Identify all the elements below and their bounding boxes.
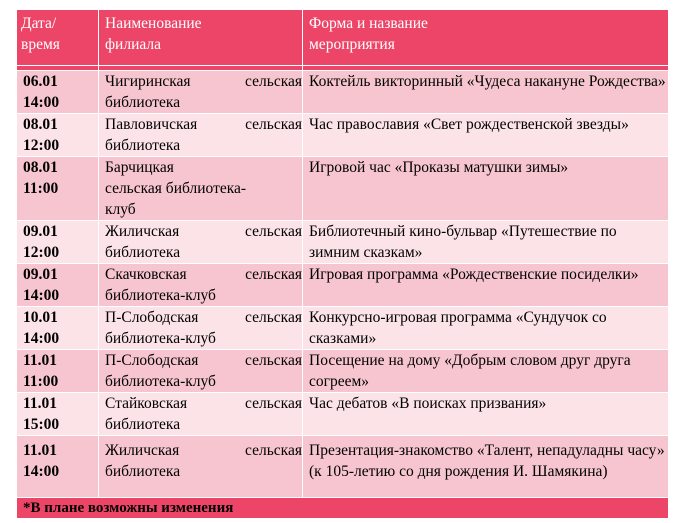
row-event: Библиотечный кино-бульвар «Путешествие по зимним сказкам»: [303, 221, 669, 264]
row-date: 11.01 14:00: [17, 436, 99, 498]
row-event: Посещение на дому «Добрым словом друг друга согреем»: [303, 350, 669, 393]
row-date: 09.01 12:00: [17, 221, 99, 264]
row-branch: Жиличская сельская библиотека: [99, 221, 303, 264]
table-row: [17, 307, 669, 350]
row-event: Игровой час «Проказы матушки зимы»: [303, 157, 669, 221]
row-date: 10.01 14:00: [17, 307, 99, 350]
table-row: [17, 221, 669, 264]
table-row: [17, 393, 669, 436]
footer-note: *В плане возможны изменения: [17, 498, 669, 519]
table-footer: [17, 498, 669, 519]
row-date: 11.01 15:00: [17, 393, 99, 436]
row-branch: Жиличская сельская библиотека: [99, 436, 303, 498]
row-event: Игровая программа «Рождественские посиделки»: [303, 264, 669, 307]
events-table: [16, 9, 669, 519]
header-event: Форма и название мероприятия: [303, 10, 669, 66]
table-row: [17, 114, 669, 157]
row-event: Презентация-знакомство «Талент, непадуладны часу» (к 105-летию со дня рождения И. Шамякина): [303, 436, 669, 498]
header-date: Дата/ время: [17, 10, 99, 66]
table-row: [17, 350, 669, 393]
row-date: 08.01 11:00: [17, 157, 99, 221]
row-branch: Барчицкая сельская библиотека- клуб: [99, 157, 303, 221]
table-header: [17, 10, 669, 66]
row-branch: Стайковская сельская библиотека: [99, 393, 303, 436]
table-row: [17, 264, 669, 307]
table-row: [17, 436, 669, 498]
row-date: 09.01 14:00: [17, 264, 99, 307]
row-branch: Павловичская сельская библиотека: [99, 114, 303, 157]
row-branch: Скачковская сельская библиотека-клуб: [99, 264, 303, 307]
table-row: [17, 157, 669, 221]
row-date: 08.01 12:00: [17, 114, 99, 157]
row-branch: П-Слободская сельская библиотека-клуб: [99, 350, 303, 393]
table-row: [17, 71, 669, 114]
row-branch: П-Слободская сельская библиотека-клуб: [99, 307, 303, 350]
row-event: Час дебатов «В поисках призвания»: [303, 393, 669, 436]
header-branch: Наименование филиала: [99, 10, 303, 66]
row-event: Конкурсно-игровая программа «Сундучок со сказками»: [303, 307, 669, 350]
row-date: 11.01 11:00: [17, 350, 99, 393]
row-branch: Чигиринская сельская библиотека: [99, 71, 303, 114]
row-date: 06.01 14:00: [17, 71, 99, 114]
row-event: Коктейль викторинный «Чудеса накануне Рождества»: [303, 71, 669, 114]
row-event: Час православия «Свет рождественской звезды»: [303, 114, 669, 157]
